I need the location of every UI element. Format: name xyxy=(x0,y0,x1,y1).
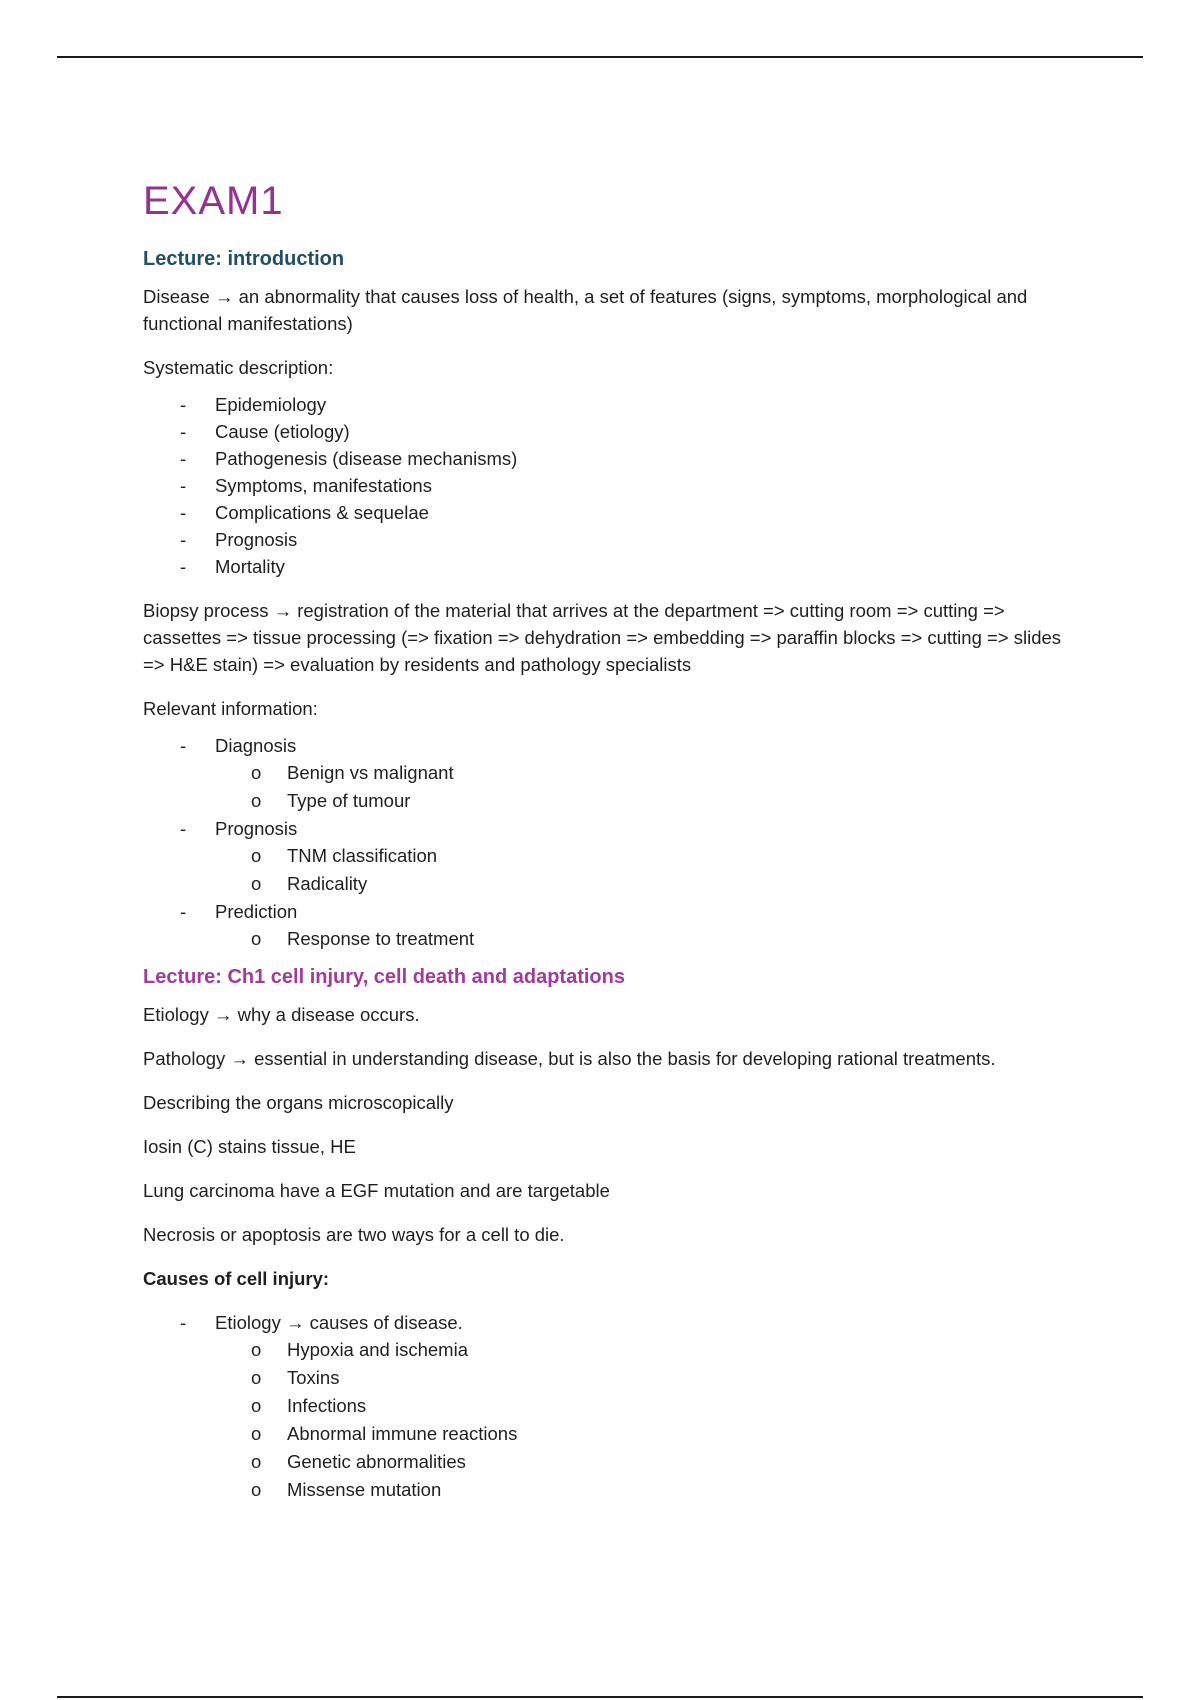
dash-bullet: - xyxy=(180,475,187,496)
dash-bullet: - xyxy=(180,556,187,577)
header-rule xyxy=(57,56,1143,58)
list-item: - Prognosis o TNM classification o Radicality xyxy=(143,815,1073,898)
circle-bullet: o xyxy=(251,790,262,811)
sublist xyxy=(215,759,1073,815)
sublist xyxy=(215,925,1073,953)
list-causes-of-cell-injury xyxy=(143,1309,1073,1504)
dash-bullet: - xyxy=(180,448,187,469)
paragraph-etiology: Etiology → why a disease occurs. xyxy=(143,1004,420,1025)
circle-bullet: o xyxy=(251,845,262,866)
list-item: - Prognosis xyxy=(143,526,1073,553)
paragraph-lung-carcinoma: Lung carcinoma have a EGF mutation and are targetable xyxy=(143,1180,610,1201)
dash-bullet: - xyxy=(180,394,187,415)
paragraph-necrosis: Necrosis or apoptosis are two ways for a cell to die. xyxy=(143,1224,565,1245)
sublist-item: o Toxins xyxy=(215,1364,1073,1392)
heading-lecture-ch1: Lecture: Ch1 cell injury, cell death and adaptations xyxy=(143,966,625,988)
list-systematic-description xyxy=(143,391,1073,580)
heading-lecture-introduction: Lecture: introduction xyxy=(143,248,345,270)
paragraph-relevant-label: Relevant information: xyxy=(143,698,318,719)
dash-bullet: - xyxy=(180,735,187,756)
list-item: - Epidemiology xyxy=(143,391,1073,418)
paragraph-disease-definition: Disease → an abnormality that causes loss of health, a set of features (signs, symptoms, morphological and functional manifestations) xyxy=(143,286,1028,334)
document-body xyxy=(143,175,1073,1521)
sublist-item: o Hypoxia and ischemia xyxy=(215,1336,1073,1364)
dash-bullet: - xyxy=(180,421,187,442)
circle-bullet: o xyxy=(251,1423,262,1444)
list-relevant-information xyxy=(143,732,1073,953)
circle-bullet: o xyxy=(251,1395,262,1416)
paragraph-iosin: Iosin (C) stains tissue, HE xyxy=(143,1136,356,1157)
sublist-item: o Radicality xyxy=(215,870,1073,898)
list-item: - Pathogenesis (disease mechanisms) xyxy=(143,445,1073,472)
dash-bullet: - xyxy=(180,1312,187,1333)
circle-bullet: o xyxy=(251,762,262,783)
circle-bullet: o xyxy=(251,1339,262,1360)
sublist-item: o TNM classification xyxy=(215,842,1073,870)
paragraph-biopsy-process: Biopsy process → registration of the material that arrives at the department => cutting room => cutting => cassettes => tissue processing (=> fixation => dehydration => embedding => paraffin blocks => cutting => slides => H&E stain) => evaluation by residents and pathology specialists xyxy=(143,600,1062,675)
paragraph-pathology: Pathology → essential in understanding disease, but is also the basis for developing rational treatments. xyxy=(143,1048,996,1069)
list-item: - Mortality xyxy=(143,553,1073,580)
sublist-item: o Benign vs malignant xyxy=(215,759,1073,787)
list-item: - Complications & sequelae xyxy=(143,499,1073,526)
list-item: - Prediction o Response to treatment xyxy=(143,898,1073,953)
list-item: - Cause (etiology) xyxy=(143,418,1073,445)
sublist xyxy=(215,842,1073,898)
sublist-item: o Missense mutation xyxy=(215,1476,1073,1504)
list-item: - Diagnosis o Benign vs malignant o Type of tumour xyxy=(143,732,1073,815)
sublist-item: o Infections xyxy=(215,1392,1073,1420)
dash-bullet: - xyxy=(180,818,187,839)
circle-bullet: o xyxy=(251,1451,262,1472)
list-item: - Etiology → causes of disease. o Hypoxia and ischemia o Toxins o Infections o Abnormal immune reactions o Genetic abnormalities o Missense mutation xyxy=(143,1309,1073,1504)
paragraph-causes-label: Causes of cell injury: xyxy=(143,1268,330,1289)
sublist-item: o Genetic abnormalities xyxy=(215,1448,1073,1476)
paragraph-systematic-label: Systematic description: xyxy=(143,357,334,378)
dash-bullet: - xyxy=(180,502,187,523)
document-title: EXAM1 xyxy=(143,179,284,223)
sublist-item: o Type of tumour xyxy=(215,787,1073,815)
sublist xyxy=(215,1336,1073,1504)
circle-bullet: o xyxy=(251,928,262,949)
sublist-item: o Response to treatment xyxy=(215,925,1073,953)
circle-bullet: o xyxy=(251,1479,262,1500)
circle-bullet: o xyxy=(251,1367,262,1388)
dash-bullet: - xyxy=(180,901,187,922)
list-item: - Symptoms, manifestations xyxy=(143,472,1073,499)
footer-rule xyxy=(57,1696,1143,1698)
dash-bullet: - xyxy=(180,529,187,550)
circle-bullet: o xyxy=(251,873,262,894)
sublist-item: o Abnormal immune reactions xyxy=(215,1420,1073,1448)
paragraph-describing-organs: Describing the organs microscopically xyxy=(143,1092,454,1113)
